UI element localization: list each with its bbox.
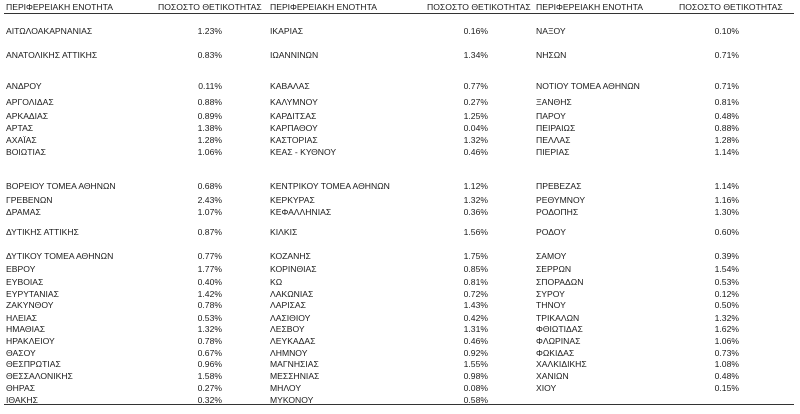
positivity-rate: 1.12% <box>463 181 488 191</box>
positivity-rate: 0.58% <box>463 395 488 405</box>
unit-name: ΗΜΑΘΙΑΣ <box>6 324 46 334</box>
unit-name: ΠΑΡΟΥ <box>536 111 566 121</box>
unit-name: ΤΗΝΟΥ <box>536 300 566 310</box>
unit-name: ΚΑΣΤΟΡΙΑΣ <box>270 135 318 145</box>
unit-name: ΙΚΑΡΙΑΣ <box>270 26 304 36</box>
positivity-rate: 1.32% <box>197 324 222 334</box>
unit-name: ΦΛΩΡΙΝΑΣ <box>536 336 581 346</box>
positivity-rate: 0.87% <box>197 227 222 237</box>
column-header-unit: ΠΕΡΙΦΕΡΕΙΑΚΗ ΕΝΟΤΗΤΑ <box>536 2 643 12</box>
unit-name: ΒΟΙΩΤΙΑΣ <box>6 147 46 157</box>
positivity-rate: 1.14% <box>714 147 739 157</box>
positivity-rate: 0.92% <box>463 348 488 358</box>
positivity-rate: 0.83% <box>197 50 222 60</box>
positivity-rate: 1.25% <box>463 111 488 121</box>
unit-name: ΔΥΤΙΚΗΣ ΑΤΤΙΚΗΣ <box>6 227 79 237</box>
positivity-rate: 0.81% <box>714 97 739 107</box>
positivity-rate: 1.38% <box>197 123 222 133</box>
unit-name: ΕΥΒΟΙΑΣ <box>6 277 44 287</box>
column-header-rate: ΠΟΣΟΣΤΟ ΘΕΤΙΚΟΤΗΤΑΣ <box>679 2 783 12</box>
positivity-rate: 0.53% <box>714 277 739 287</box>
positivity-rate: 0.71% <box>714 50 739 60</box>
positivity-rate: 0.48% <box>714 111 739 121</box>
positivity-rate: 0.81% <box>463 277 488 287</box>
unit-name: ΚΩ <box>270 277 283 287</box>
unit-name: ΠΕΛΛΑΣ <box>536 135 571 145</box>
column-header-rate: ΠΟΣΟΣΤΟ ΘΕΤΙΚΟΤΗΤΑΣ <box>158 2 262 12</box>
positivity-rate: 0.72% <box>463 289 488 299</box>
positivity-rate: 0.36% <box>463 207 488 217</box>
positivity-rate: 0.50% <box>714 300 739 310</box>
unit-name: ΜΑΓΝΗΣΙΑΣ <box>270 359 319 369</box>
unit-name: ΚΑΡΔΙΤΣΑΣ <box>270 111 317 121</box>
unit-name: ΘΑΣΟΥ <box>6 348 36 358</box>
positivity-rate: 0.48% <box>714 371 739 381</box>
positivity-rate: 0.42% <box>463 313 488 323</box>
unit-name: ΞΑΝΘΗΣ <box>536 97 572 107</box>
unit-name: ΣΥΡΟΥ <box>536 289 565 299</box>
unit-name: ΚΙΛΚΙΣ <box>270 227 298 237</box>
positivity-rate: 1.54% <box>714 264 739 274</box>
positivity-rate: 0.77% <box>463 81 488 91</box>
positivity-rate: 1.06% <box>197 147 222 157</box>
positivity-rate: 0.32% <box>197 395 222 405</box>
positivity-rate: 1.43% <box>463 300 488 310</box>
positivity-rate: 0.98% <box>463 371 488 381</box>
unit-name: ΝΑΞΟΥ <box>536 26 566 36</box>
positivity-rate: 0.39% <box>714 251 739 261</box>
positivity-rate: 0.71% <box>714 81 739 91</box>
positivity-rate: 1.62% <box>714 324 739 334</box>
unit-name: ΧΑΛΚΙΔΙΚΗΣ <box>536 359 587 369</box>
unit-name: ΑΙΤΩΛΟΑΚΑΡΝΑΝΙΑΣ <box>6 26 93 36</box>
positivity-rate: 1.07% <box>197 207 222 217</box>
positivity-rate: 0.88% <box>197 97 222 107</box>
positivity-rate: 0.08% <box>463 383 488 393</box>
unit-name: ΚΕΝΤΡΙΚΟΥ ΤΟΜΕΑ ΑΘΗΝΩΝ <box>270 181 390 191</box>
positivity-rate: 1.32% <box>714 313 739 323</box>
unit-name: ΠΙΕΡΙΑΣ <box>536 147 570 157</box>
unit-name: ΑΡΤΑΣ <box>6 123 34 133</box>
positivity-rate: 0.60% <box>714 227 739 237</box>
unit-name: ΡΕΘΥΜΝΟΥ <box>536 195 586 205</box>
unit-name: ΜΗΛΟΥ <box>270 383 302 393</box>
positivity-rate: 0.77% <box>197 251 222 261</box>
unit-name: ΛΕΣΒΟΥ <box>270 324 305 334</box>
unit-name: ΜΥΚΟΝΟΥ <box>270 395 314 405</box>
unit-name: ΚΑΡΠΑΘΟΥ <box>270 123 318 133</box>
positivity-rate: 0.88% <box>714 123 739 133</box>
unit-name: ΚΟΖΑΝΗΣ <box>270 251 311 261</box>
unit-name: ΘΕΣΣΑΛΟΝΙΚΗΣ <box>6 371 73 381</box>
unit-name: ΛΕΥΚΑΔΑΣ <box>270 336 316 346</box>
positivity-rate: 0.12% <box>714 289 739 299</box>
positivity-rate: 0.04% <box>463 123 488 133</box>
unit-name: ΛΑΡΙΣΑΣ <box>270 300 306 310</box>
positivity-rate: 0.68% <box>197 181 222 191</box>
unit-name: ΛΑΣΙΘΙΟΥ <box>270 313 311 323</box>
unit-name: ΚΟΡΙΝΘΙΑΣ <box>270 264 317 274</box>
unit-name: ΑΝΑΤΟΛΙΚΗΣ ΑΤΤΙΚΗΣ <box>6 50 98 60</box>
unit-name: ΡΟΔΟΥ <box>536 227 566 237</box>
unit-name: ΗΡΑΚΛΕΙΟΥ <box>6 336 55 346</box>
unit-name: ΠΕΙΡΑΙΩΣ <box>536 123 576 133</box>
positivity-rate: 1.16% <box>714 195 739 205</box>
positivity-rate: 2.43% <box>197 195 222 205</box>
positivity-rate: 1.75% <box>463 251 488 261</box>
positivity-rate: 1.28% <box>197 135 222 145</box>
column-header-unit: ΠΕΡΙΦΕΡΕΙΑΚΗ ΕΝΟΤΗΤΑ <box>6 2 113 12</box>
unit-name: ΚΑΒΑΛΑΣ <box>270 81 310 91</box>
unit-name: ΙΩΑΝΝΙΝΩΝ <box>270 50 319 60</box>
unit-name: ΑΡΚΑΔΙΑΣ <box>6 111 49 121</box>
header-divider <box>4 13 794 14</box>
positivity-rate: 1.55% <box>463 359 488 369</box>
unit-name: ΚΕΦΑΛΛΗΝΙΑΣ <box>270 207 332 217</box>
unit-name: ΧΑΝΙΩΝ <box>536 371 569 381</box>
positivity-rate: 0.53% <box>197 313 222 323</box>
unit-name: ΕΥΡΥΤΑΝΙΑΣ <box>6 289 59 299</box>
positivity-rate: 1.30% <box>714 207 739 217</box>
positivity-rate: 0.96% <box>197 359 222 369</box>
unit-name: ΛΗΜΝΟΥ <box>270 348 308 358</box>
unit-name: ΝΟΤΙΟΥ ΤΟΜΕΑ ΑΘΗΝΩΝ <box>536 81 640 91</box>
positivity-rate: 1.58% <box>197 371 222 381</box>
positivity-rate: 1.77% <box>197 264 222 274</box>
positivity-rate: 1.31% <box>463 324 488 334</box>
positivity-rate: 1.14% <box>714 181 739 191</box>
positivity-rate: 1.28% <box>714 135 739 145</box>
unit-name: ΣΕΡΡΩΝ <box>536 264 572 274</box>
column-header-unit: ΠΕΡΙΦΕΡΕΙΑΚΗ ΕΝΟΤΗΤΑ <box>270 2 377 12</box>
unit-name: ΚΕΑΣ - ΚΥΘΝΟΥ <box>270 147 337 157</box>
positivity-rate: 1.42% <box>197 289 222 299</box>
positivity-rate: 1.34% <box>463 50 488 60</box>
positivity-rate: 1.32% <box>463 135 488 145</box>
unit-name: ΖΑΚΥΝΘΟΥ <box>6 300 54 310</box>
positivity-rate: 1.23% <box>197 26 222 36</box>
column-header-rate: ΠΟΣΟΣΤΟ ΘΕΤΙΚΟΤΗΤΑΣ <box>427 2 531 12</box>
positivity-rate: 0.27% <box>463 97 488 107</box>
unit-name: ΧΙΟΥ <box>536 383 557 393</box>
unit-name: ΣΠΟΡΑΔΩΝ <box>536 277 584 287</box>
positivity-rate: 1.08% <box>714 359 739 369</box>
unit-name: ΚΑΛΥΜΝΟΥ <box>270 97 318 107</box>
positivity-rate: 0.73% <box>714 348 739 358</box>
unit-name: ΘΗΡΑΣ <box>6 383 36 393</box>
unit-name: ΑΡΓΟΛΙΔΑΣ <box>6 97 54 107</box>
positivity-rate: 1.56% <box>463 227 488 237</box>
positivity-rate: 1.06% <box>714 336 739 346</box>
positivity-rate: 0.27% <box>197 383 222 393</box>
unit-name: ΗΛΕΙΑΣ <box>6 313 38 323</box>
positivity-rate: 0.15% <box>714 383 739 393</box>
positivity-rate: 0.40% <box>197 277 222 287</box>
unit-name: ΚΕΡΚΥΡΑΣ <box>270 195 315 205</box>
positivity-rate: 0.78% <box>197 300 222 310</box>
unit-name: ΝΗΣΩΝ <box>536 50 567 60</box>
unit-name: ΦΘΙΩΤΙΔΑΣ <box>536 324 583 334</box>
unit-name: ΠΡΕΒΕΖΑΣ <box>536 181 582 191</box>
unit-name: ΘΕΣΠΡΩΤΙΑΣ <box>6 359 61 369</box>
positivity-rate: 0.46% <box>463 147 488 157</box>
unit-name: ΒΟΡΕΙΟΥ ΤΟΜΕΑ ΑΘΗΝΩΝ <box>6 181 116 191</box>
unit-name: ΔΥΤΙΚΟΥ ΤΟΜΕΑ ΑΘΗΝΩΝ <box>6 251 114 261</box>
unit-name: ΛΑΚΩΝΙΑΣ <box>270 289 314 299</box>
positivity-rate: 0.46% <box>463 336 488 346</box>
positivity-rate: 0.85% <box>463 264 488 274</box>
positivity-rate: 0.10% <box>714 26 739 36</box>
unit-name: ΑΧΑΪΑΣ <box>6 135 37 145</box>
positivity-rate: 0.89% <box>197 111 222 121</box>
unit-name: ΑΝΔΡΟΥ <box>6 81 42 91</box>
table-bottom-border <box>4 404 794 405</box>
positivity-rate: 0.78% <box>197 336 222 346</box>
unit-name: ΡΟΔΟΠΗΣ <box>536 207 579 217</box>
unit-name: ΦΩΚΙΔΑΣ <box>536 348 575 358</box>
positivity-rate: 0.11% <box>198 81 222 91</box>
unit-name: ΓΡΕΒΕΝΩΝ <box>6 195 53 205</box>
unit-name: ΙΘΑΚΗΣ <box>6 395 38 405</box>
positivity-rate: 1.32% <box>463 195 488 205</box>
positivity-rate: 0.16% <box>463 26 488 36</box>
unit-name: ΕΒΡΟΥ <box>6 264 36 274</box>
unit-name: ΔΡΑΜΑΣ <box>6 207 41 217</box>
unit-name: ΜΕΣΣΗΝΙΑΣ <box>270 371 320 381</box>
positivity-rate: 0.67% <box>197 348 222 358</box>
unit-name: ΤΡΙΚΑΛΩΝ <box>536 313 580 323</box>
unit-name: ΣΑΜΟΥ <box>536 251 567 261</box>
